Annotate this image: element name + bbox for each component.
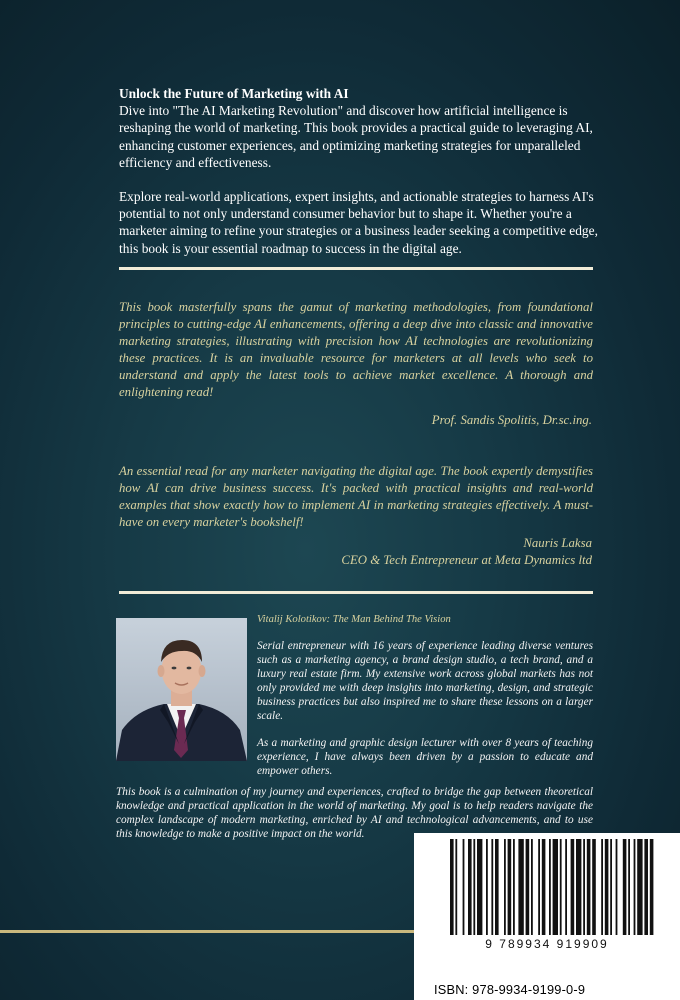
barcode-bar (553, 839, 558, 935)
barcode-bar (450, 839, 454, 935)
barcode-bar (518, 839, 523, 935)
review-2-role: CEO & Tech Entrepreneur at Meta Dynamics ltd (341, 553, 592, 567)
author-portrait-icon (116, 618, 247, 761)
barcode-bar (508, 839, 512, 935)
author-bio-paragraph-2-rest: This book is a culmination of my journey and experiences, crafted to bridge the gap between theoretical knowledge and practical application in the world of marketing. My goal is to help readers navigate the complex landscape of modern marketing, enriched by AI and technological advancements, and to use this knowledge to make a positive impact on the world. (116, 786, 593, 840)
barcode-bar (549, 839, 551, 935)
barcode-bar (542, 839, 546, 935)
intro-heading: Unlock the Future of Marketing with AI (119, 86, 349, 101)
intro-paragraph-2: Explore real-world applications, expert insights, and actionable strategies to harness AI's potential to not only understand consumer behavior but to shape it. Whether you're a marketer aiming to refine your strategies or a business leader seeking a competitive edge, this book is your essential roadmap to success in the digital age. (119, 189, 598, 256)
barcode-bar (560, 839, 562, 935)
barcode-bar (623, 839, 627, 935)
barcode-bar (565, 839, 567, 935)
barcode-bar (495, 839, 499, 935)
author-bio (257, 640, 593, 779)
barcode-bar (513, 839, 515, 935)
barcode-bar (605, 839, 609, 935)
barcode-bar (455, 839, 457, 935)
barcode-bar (531, 839, 533, 935)
review-2-author: Nauris Laksa (523, 536, 592, 550)
review-1-author: Prof. Sandis Spolitis, Dr.sc.ing. (431, 413, 592, 427)
barcode-bar (468, 839, 472, 935)
barcode-bar (592, 839, 596, 935)
author-photo (116, 618, 247, 761)
barcode-bar (628, 839, 630, 935)
barcode-digits: 9 789934 919909 (485, 937, 609, 951)
barcode-bar (571, 839, 575, 935)
barcode-bar (491, 839, 493, 935)
barcode-bar (601, 839, 603, 935)
review-1 (119, 299, 593, 402)
barcode-bar (634, 839, 636, 935)
barcode-bar (587, 839, 591, 935)
review-2-citation (341, 535, 592, 569)
barcode-bar (650, 839, 654, 935)
barcode-bar (486, 839, 488, 935)
barcode-bar (504, 839, 506, 935)
intro-block (119, 85, 599, 274)
barcode-bar (583, 839, 585, 935)
barcode-bar (463, 839, 465, 935)
author-bio-paragraph-1: Serial entrepreneur with 16 years of experience leading diverse ventures such as a marketing agency, a brand design studio, a tech brand, and a luxury real estate firm. My extensive work across global markets has not only provided me with deep insights into marketing, design, and strategic business practices but also inspired me to share these lessons on a larger scale. (257, 640, 593, 722)
barcode-bar (610, 839, 612, 935)
barcode-bar (637, 839, 642, 935)
barcode-bars-icon (414, 833, 680, 937)
divider-middle (119, 591, 593, 594)
review-2 (119, 463, 593, 531)
review-1-citation (432, 412, 592, 429)
author-bio-paragraph-2-lead: As a marketing and graphic design lecturer with over 8 years of teaching experience, I have always been driven by a passion to educate and empower others. (257, 737, 593, 778)
bottom-gold-line (0, 930, 415, 933)
intro-paragraph-1: Dive into "The AI Marketing Revolution" and discover how artificial intelligence is reshaping the world of marketing. This book provides a practical guide to leveraging AI, enhancing customer experiences, and optimizing marketing strategies for unparalleled efficiency and effectiveness. (119, 103, 593, 170)
barcode-bar (477, 839, 482, 935)
barcode-bar (616, 839, 618, 935)
isbn-text: ISBN: 978-9934-9199-0-9 (434, 982, 586, 997)
divider-top (119, 267, 593, 270)
barcode-bar (644, 839, 648, 935)
barcode-bar (538, 839, 540, 935)
barcode-bar (473, 839, 475, 935)
author-section-title: Vitalij Kolotikov: The Man Behind The Vision (257, 614, 451, 625)
barcode (414, 833, 680, 971)
barcode-bar (576, 839, 581, 935)
barcode-bar (526, 839, 530, 935)
review-1-quote: This book masterfully spans the gamut of marketing methodologies, from foundational principles to cutting-edge AI enhancements, offering a deep dive into classic and innovative marketing strategies, illustrating with precision how AI technologies are revolutionizing these practices. It is an invaluable resource for marketers at all levels who seek to understand and apply the latest tools to achieve market excellence. A thorough and enlightening read! (119, 300, 593, 400)
review-2-quote: An essential read for any marketer navigating the digital age. The book expertly demystifies how AI can drive business success. It's packed with practical insights and real-world examples that show exactly how to implement AI in marketing strategies effectively. A must-have on every marketer's bookshelf! (119, 464, 593, 530)
